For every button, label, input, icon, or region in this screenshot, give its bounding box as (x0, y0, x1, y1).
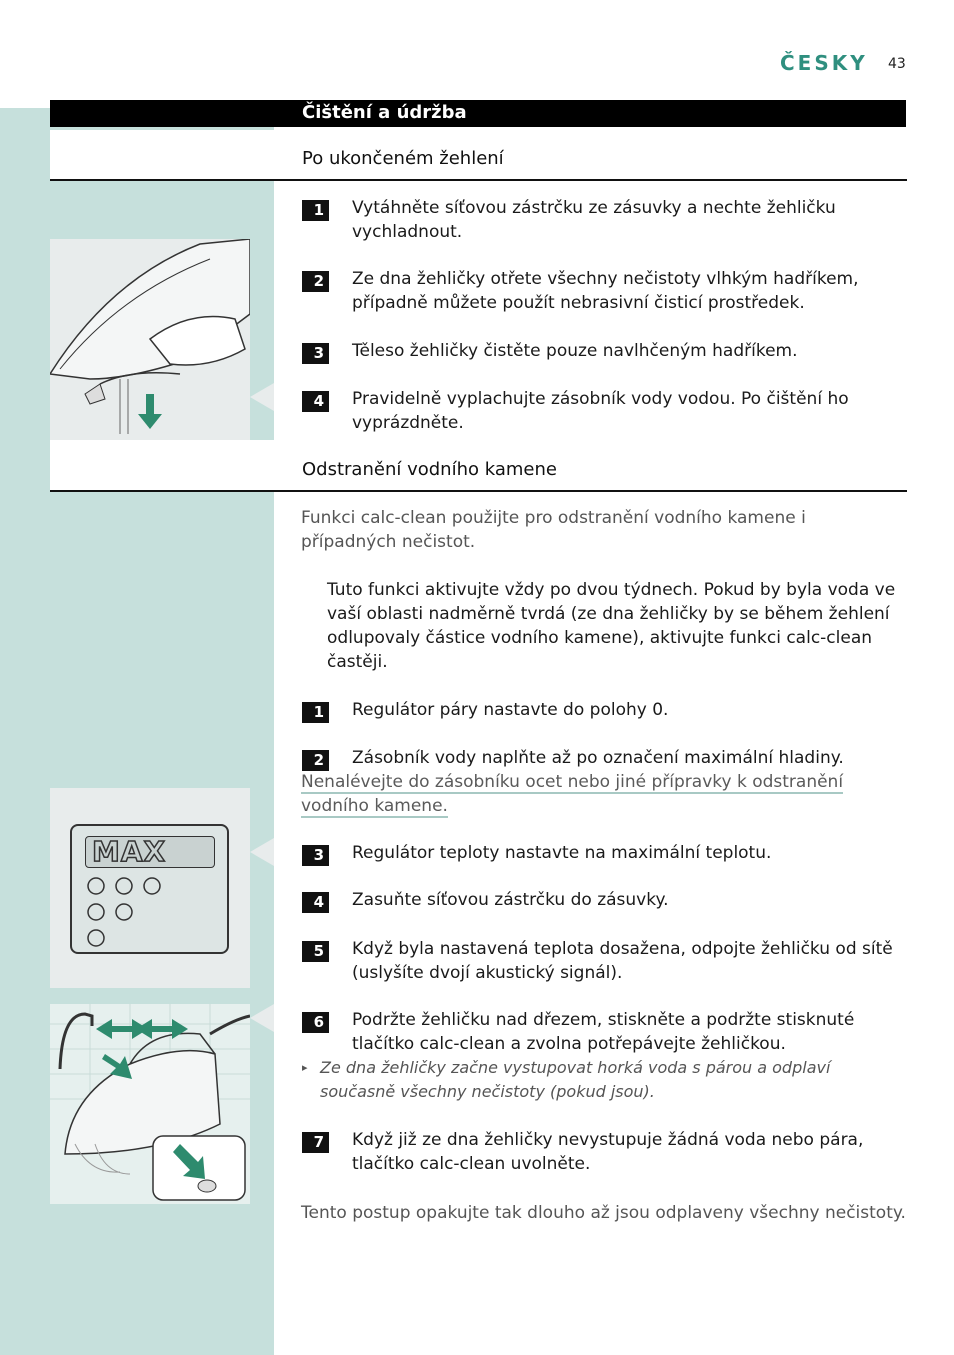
step-number: 1 (302, 702, 329, 723)
page-number: 43 (888, 56, 906, 72)
step-number: 2 (302, 750, 329, 771)
step-text: Podržte žehličku nad dřezem, stiskněte a podržte stisknuté tlačítko calc-clean a zvolna potřepávejte žehličkou. (352, 1010, 855, 1054)
step-text: Když již ze dna žehličky nevystupuje žádná voda nebo pára, tlačítko calc-clean uvolněte. (352, 1130, 864, 1174)
step-text: Zasuňte síťovou zástrčku do zásuvky. (352, 890, 669, 910)
step-text: Těleso žehličky čistěte pouze navlhčeným hadříkem. (352, 341, 798, 361)
max-text: MAX (92, 835, 167, 868)
bullet-arrow-icon: ▸ (302, 1061, 308, 1074)
section-title-bar (50, 100, 906, 127)
step-text: Regulátor teploty nastavte na maximální teplotu. (352, 843, 772, 863)
calc-clean-icon (50, 1004, 250, 1204)
subhead-descaling: Odstranění vodního kamene (302, 459, 557, 480)
step-number: 5 (302, 941, 329, 962)
illustration-pointer (250, 1004, 274, 1032)
step-text: Vytáhněte síťovou zástrčku ze zásuvky a nechte žehličku vychladnout. (352, 198, 836, 242)
step-number: 6 (302, 1012, 329, 1033)
descaling-intro: Funkci calc-clean použijte pro odstranění vodního kamene i případných nečistot. (301, 508, 806, 552)
illustration-pointer (250, 383, 274, 411)
descaling-note: Tuto funkci aktivujte vždy po dvou týdnech. Pokud by byla voda ve vaší oblasti nadměrně tvrdá (ze dna žehličky by se během žehlení odlupovaly částice vodního kamene), aktivujte funkci calc-clean častěji. (327, 580, 896, 672)
step-number: 3 (302, 343, 329, 364)
result-text: Ze dna žehličky začne vystupovat horká voda s párou a odplaví současně všechny nečistoty (pokud jsou). (320, 1058, 831, 1101)
illustration-wipe-iron (50, 239, 250, 440)
subhead-mask (50, 440, 274, 491)
step-number: 1 (302, 200, 329, 221)
illustration-pointer (250, 838, 274, 866)
step-text: Zásobník vody naplňte až po označení maximální hladiny. (352, 748, 844, 768)
step-text: Ze dna žehličky otřete všechny nečistoty vlhkým hadříkem, případně můžete použít nebrasivní čisticí prostředek. (352, 269, 859, 313)
step-number: 7 (302, 1132, 329, 1153)
language-label: ČESKY (780, 51, 868, 75)
step-number: 4 (302, 892, 329, 913)
step-text: Když byla nastavená teplota dosažena, odpojte žehličku od sítě (uslyšíte dvojí akustický signál). (352, 939, 893, 983)
step-number: 2 (302, 271, 329, 292)
water-tank (70, 824, 229, 954)
subhead-after-ironing: Po ukončeném žehlení (302, 148, 504, 169)
divider (50, 490, 907, 492)
step-text: Regulátor páry nastavte do polohy 0. (352, 700, 669, 720)
iron-wipe-icon (50, 239, 250, 440)
section-title: Čištění a údržba (302, 102, 467, 123)
warning-text: Nenalévejte do zásobníku ocet nebo jiné přípravky k odstranění vodního kamene. (301, 772, 844, 816)
warning-note (301, 770, 861, 818)
illustration-calc-clean (50, 1004, 250, 1204)
step-number: 4 (302, 391, 329, 412)
illustration-max-level (50, 788, 250, 988)
step-text: Pravidelně vyplachujte zásobník vody vodou. Po čištění ho vyprázdněte. (352, 389, 849, 433)
dial-circles-icon (82, 874, 172, 949)
step-number: 3 (302, 845, 329, 866)
max-indicator (85, 836, 215, 868)
subhead-mask (50, 130, 274, 180)
repeat-text: Tento postup opakujte tak dlouho až jsou odplaveny všechny nečistoty. (301, 1203, 906, 1223)
divider (50, 179, 907, 181)
